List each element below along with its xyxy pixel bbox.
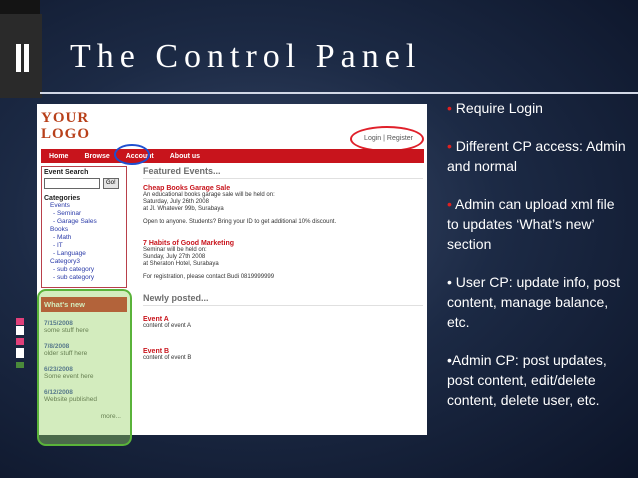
- event-line: An educational books garage sale will be held on:: [143, 192, 275, 198]
- post-title[interactable]: Event B: [143, 348, 170, 355]
- bullet-item: • Admin can upload xml file to updates ‘What’s new’ section: [447, 196, 615, 252]
- news-text: some stuff here: [44, 327, 89, 334]
- event-line: Saturday, July 26th 2008: [143, 199, 209, 205]
- category-item[interactable]: - Seminar: [53, 210, 82, 217]
- account-highlight-oval: [114, 144, 150, 165]
- news-date: 7/15/2008: [44, 320, 73, 327]
- register-link[interactable]: Register: [386, 135, 413, 142]
- event-search-input[interactable]: [44, 178, 100, 189]
- event-title[interactable]: 7 Habits of Good Marketing: [143, 240, 235, 247]
- categories-heading: Categories: [44, 195, 81, 202]
- category-item[interactable]: - Math: [53, 234, 72, 241]
- category-item[interactable]: Books: [50, 226, 69, 233]
- news-date: 7/8/2008: [44, 343, 70, 350]
- site-navbar: [41, 149, 424, 163]
- main-content: [143, 166, 423, 362]
- news-date: 6/12/2008: [44, 389, 73, 396]
- event-search-heading: Event Search: [44, 169, 89, 176]
- news-date: 6/23/2008: [44, 366, 73, 373]
- event-title[interactable]: Cheap Books Garage Sale: [143, 185, 231, 192]
- bullet-item: • Require Login: [447, 100, 543, 116]
- login-link[interactable]: Login: [364, 135, 382, 142]
- nav-home[interactable]: Home: [49, 152, 69, 160]
- login-register-links: Login | Register: [364, 135, 413, 142]
- category-item[interactable]: Category3: [50, 258, 80, 265]
- post-title[interactable]: Event A: [143, 316, 169, 323]
- nav-about-us[interactable]: About us: [169, 152, 201, 160]
- title-divider: [40, 92, 638, 94]
- bullet-item: • Different CP access: Admin and normal: [447, 138, 626, 174]
- event-line: Sunday, July 27th 2008: [143, 254, 206, 260]
- category-item[interactable]: - sub category: [53, 274, 95, 281]
- whats-new-heading: What's new: [41, 297, 127, 312]
- bullet-item: • User CP: update info, post content, manage balance, etc.: [447, 274, 620, 330]
- category-item[interactable]: - IT: [53, 242, 63, 249]
- category-item[interactable]: Events: [50, 202, 70, 209]
- event-note: For registration, please contact Budi 0819999999: [143, 274, 275, 280]
- news-text: Some event here: [44, 373, 94, 380]
- event-note: Open to anyone. Students? Bring your ID to get additional 10% discount.: [143, 219, 337, 225]
- news-text: Website published: [44, 396, 97, 403]
- category-item[interactable]: - Garage Sales: [53, 218, 97, 225]
- nav-browse[interactable]: Browse: [84, 152, 110, 160]
- nav-account[interactable]: Account: [125, 152, 154, 160]
- newly-posted-heading: Newly posted...: [143, 293, 423, 306]
- category-item[interactable]: - Language: [53, 250, 86, 257]
- featured-events-heading: Featured Events...: [143, 166, 423, 179]
- event-line: Seminar will be held on:: [143, 247, 207, 253]
- event-line: at Sheraton Hotel, Surabaya: [143, 261, 219, 267]
- sidebar-search-categories: [41, 166, 127, 288]
- bullet-list: [447, 98, 627, 428]
- whats-new-highlight: [37, 289, 132, 446]
- news-text: older stuff here: [44, 350, 88, 357]
- post-text: content of event B: [143, 355, 192, 361]
- slide-title: The Control Panel: [70, 38, 422, 75]
- category-item[interactable]: - sub category: [53, 266, 95, 273]
- event-line: at Jl. Whatever 99b, Surabaya: [143, 206, 224, 212]
- post-text: content of event A: [143, 323, 192, 329]
- site-logo: YOUR LOGO: [41, 110, 91, 142]
- go-button[interactable]: Go!: [103, 178, 119, 189]
- bullet-item: •Admin CP: post updates, post content, edit/delete content, delete user, etc.: [447, 352, 607, 408]
- more-link[interactable]: more...: [100, 413, 121, 420]
